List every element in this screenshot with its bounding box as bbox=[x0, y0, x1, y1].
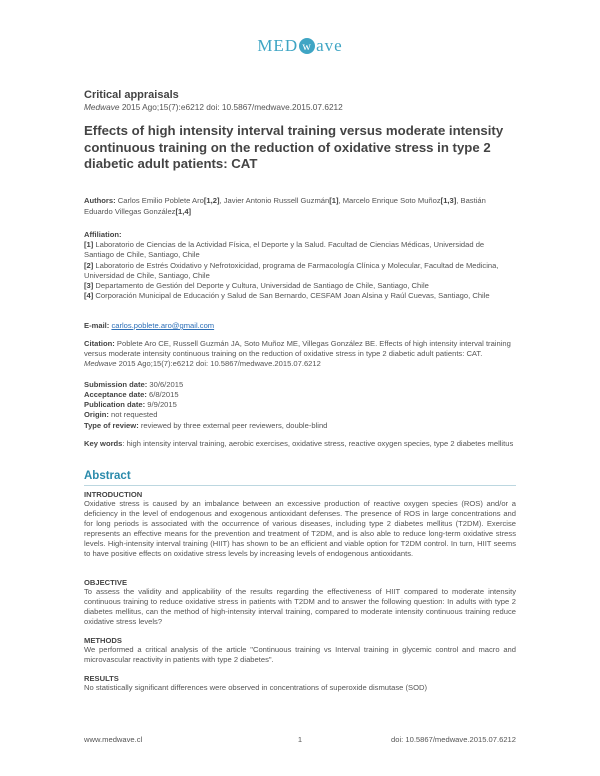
meta-label: Type of review: bbox=[84, 421, 139, 430]
email-link[interactable]: carlos.poblete.aro@gmail.com bbox=[111, 321, 215, 330]
methods-text: We performed a critical analysis of the article "Continuous training vs Interval training in glycemic control and macro and microvascular reactivity in patients with type 2 diabetes". bbox=[84, 645, 516, 664]
author-affiliation-ref[interactable]: [1] bbox=[329, 196, 339, 205]
logo-w-circle: w bbox=[299, 38, 315, 54]
affiliation-item bbox=[84, 240, 516, 261]
affiliation-item bbox=[84, 291, 516, 301]
author-affiliation-ref[interactable]: [1,3] bbox=[440, 196, 457, 205]
authors-label: Authors: bbox=[84, 196, 118, 205]
affiliation-number: [1] bbox=[84, 240, 94, 249]
author-name: Carlos Emilio Poblete Aro bbox=[117, 196, 204, 205]
acceptance-date bbox=[84, 390, 516, 400]
objective-text: To assess the validity and applicability of the results regarding the effectiveness of HIIT compared to moderate intensity continuous training to reduce oxidative stress in patients with T2DM and to answer the following question: In adults with type 2 diabetes mellitus, can the method of high-intensity interval training, compared to moderate intensity continuous training reduce oxidative stress levels? bbox=[84, 587, 516, 626]
citation-journal: Medwave bbox=[84, 359, 117, 369]
methods-heading: METHODS bbox=[84, 636, 122, 645]
meta-value: reviewed by three external peer reviewers, double-blind bbox=[138, 421, 328, 430]
section-label: Critical appraisals bbox=[84, 89, 179, 101]
affiliation-number: [3] bbox=[84, 281, 94, 291]
author-name: , Bastián Eduardo Villegas González bbox=[84, 196, 486, 216]
affiliation-item bbox=[84, 261, 516, 282]
medwave-logo bbox=[0, 36, 600, 56]
email-label: E-mail: bbox=[84, 321, 112, 330]
footer-website: www.medwave.cl bbox=[84, 735, 143, 744]
logo-text-after: ave bbox=[316, 36, 343, 55]
submission-date bbox=[84, 380, 516, 390]
meta-label: Acceptance date: bbox=[84, 390, 147, 399]
meta-value: 30/6/2015 bbox=[147, 380, 184, 389]
meta-value: 9/9/2015 bbox=[145, 400, 177, 409]
abstract-heading: Abstract bbox=[84, 470, 131, 482]
origin bbox=[84, 410, 516, 420]
keywords bbox=[84, 439, 516, 449]
meta-label: Submission date: bbox=[84, 380, 148, 389]
article-title: Effects of high intensity interval training versus moderate intensity continuous training on the reduction of oxidative stress in type 2 diabetic adult patients: CAT bbox=[84, 123, 504, 171]
author-name: , Javier Antonio Russell Guzmán bbox=[219, 196, 330, 205]
affiliation-text: Departamento de Gestión del Deporte y Cultura, Universidad de Santiago de Chile, Santiago, Chile bbox=[93, 281, 429, 291]
meta-value: 6/8/2015 bbox=[146, 390, 179, 399]
email bbox=[84, 321, 516, 330]
journal-name: Medwave bbox=[84, 102, 120, 112]
introduction-heading: INTRODUCTION bbox=[84, 490, 143, 499]
affiliation-heading: Affiliation: bbox=[84, 230, 122, 239]
citation bbox=[84, 339, 516, 370]
results-heading: RESULTS bbox=[84, 674, 119, 683]
introduction-text: Oxidative stress is caused by an imbalance between an excessive production of reactive oxygen species (ROS) and/or a deficiency in the level of endogenous and exogenous antioxidant defenses. The presence of ROS in large concentrations and for long periods is associated with the occurrence of various diseases, including type 2 diabetes mellitus (T2DM). Exercise represents an effective means for the prevention and treatment of T2DM, and is also able to reduce long-term oxidative stress levels. High-intensity interval training (HIIT) has shown to be an efficient and viable option for T2DM control. In turn, HIIT seems to have positive effects on oxidative stress levels by increasing levels of endogenous antioxidants. bbox=[84, 499, 516, 558]
author-affiliation-ref[interactable]: [1,2] bbox=[203, 196, 220, 205]
affiliation-text: Laboratorio de Estrés Oxidativo y Nefrotoxicidad, programa de Farmacología Clínica y Molecular, Facultad de Medicina, Universidad de Chile, Santiago, Chile bbox=[84, 260, 499, 280]
authors bbox=[84, 196, 516, 217]
author-affiliation-ref[interactable]: [1,4] bbox=[175, 206, 192, 216]
affiliation-list bbox=[84, 240, 516, 302]
abstract-divider bbox=[84, 485, 516, 486]
logo-text-before: MED bbox=[257, 36, 299, 55]
type-of-review bbox=[84, 421, 516, 431]
affiliation-item bbox=[84, 281, 516, 291]
keywords-label: Key words bbox=[84, 439, 123, 448]
affiliation-text: Laboratorio de Ciencias de la Actividad Física, el Deporte y la Salud. Facultad de Ciencias Médicas, Universidad de Santiago de Chile, Santiago, Chile bbox=[84, 240, 485, 260]
author-name: , Marcelo Enrique Soto Muñoz bbox=[338, 196, 441, 205]
footer-page-number: 1 bbox=[297, 735, 303, 744]
meta-label: Publication date: bbox=[84, 400, 146, 409]
meta-label: Origin: bbox=[84, 410, 109, 419]
journal-doi: 2015 Ago;15(7):e6212 doi: 10.5867/medwave.2015.07.6212 bbox=[119, 102, 343, 112]
citation-label: Citation: bbox=[84, 339, 115, 348]
footer-doi: doi: 10.5867/medwave.2015.07.6212 bbox=[391, 735, 516, 744]
publication-date bbox=[84, 400, 516, 410]
meta-value: not requested bbox=[108, 410, 158, 419]
objective-heading: OBJECTIVE bbox=[84, 578, 128, 587]
results-text: No statistically significant differences were observed in concentrations of superoxide dismutase (SOD) bbox=[84, 683, 428, 692]
keywords-text: : high intensity interval training, aerobic exercises, oxidative stress, reactive oxygen species, type 2 diabetes mellitus bbox=[122, 439, 514, 448]
affiliation-number: [2] bbox=[84, 260, 94, 270]
affiliation-text: Corporación Municipal de Educación y Salud de San Bernardo, CESFAM Joan Alsina y Raúl Cuevas, Santiago, Chile bbox=[93, 291, 490, 301]
journal-reference bbox=[84, 102, 516, 112]
affiliation-number: [4] bbox=[84, 291, 94, 301]
citation-doi: 2015 Ago;15(7):e6212 doi: 10.5867/medwave.2015.07.6212 bbox=[116, 359, 321, 369]
citation-text: Poblete Aro CE, Russell Guzmán JA, Soto Muñoz ME, Villegas González BE. Effects of high intensity interval training versus moderate intensity continuous training on the reduction of oxidative stress in type 2 diabetic adult patients: CAT. bbox=[84, 339, 511, 359]
